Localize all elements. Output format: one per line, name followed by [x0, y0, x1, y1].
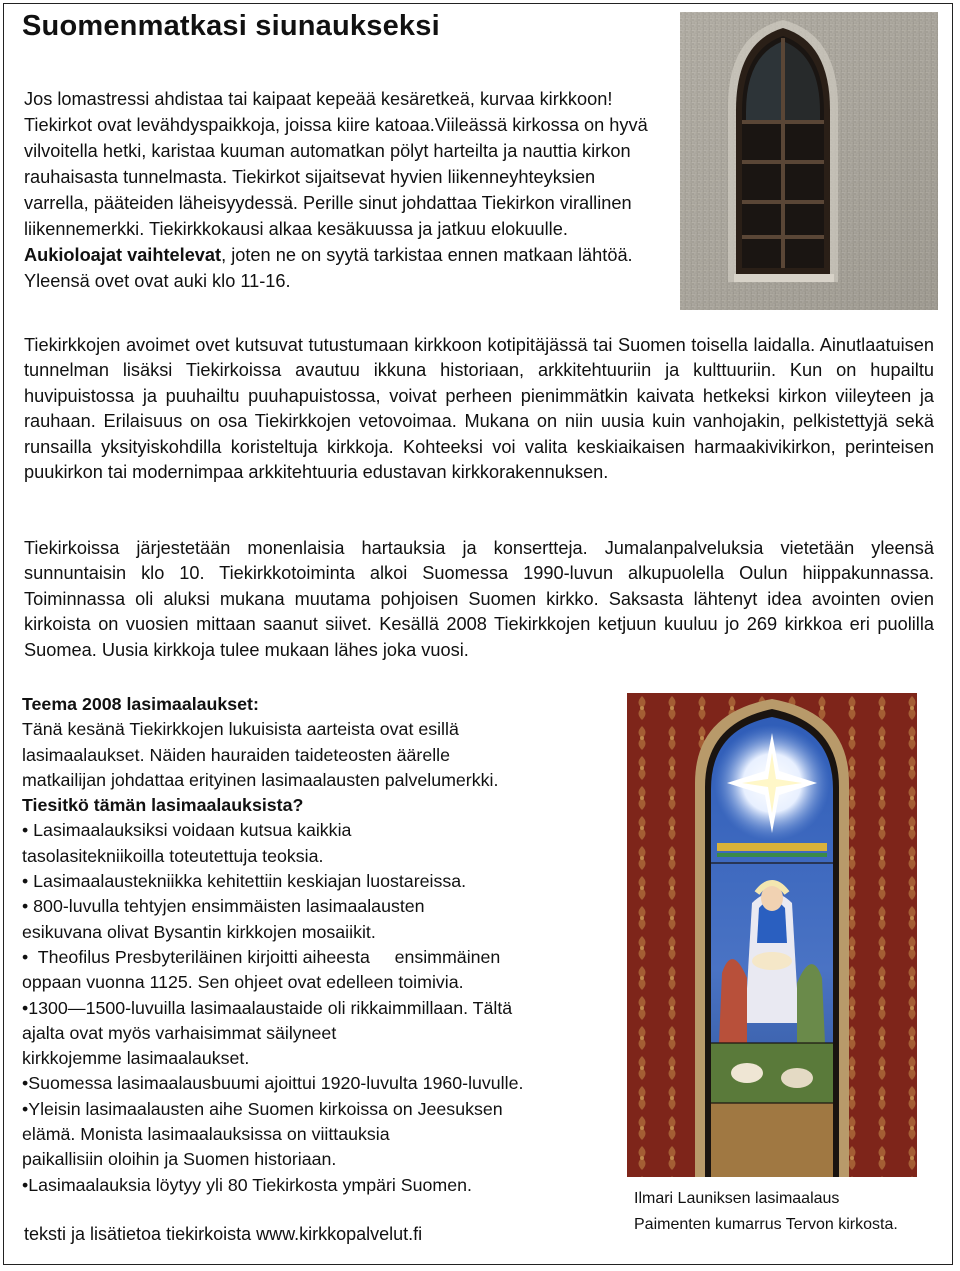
stained-glass-photo	[627, 693, 917, 1177]
fact-line: tasolasitekniikoilla toteutettuja teoksia.	[22, 845, 324, 866]
theme-section	[22, 692, 612, 1198]
caption-line-2: Paimenten kumarrus Tervon kirkosta.	[634, 1216, 898, 1233]
fact-line: elämä. Monista lasimaalauksissa on viittauksia	[22, 1124, 390, 1145]
fact-line: oppaan vuonna 1125. Sen ohjeet ovat edelleen toimivia.	[22, 972, 464, 993]
caption-line-1: Ilmari Launiksen lasimaalaus	[634, 1190, 840, 1207]
theme-intro-line: Tänä kesänä Tiekirkkojen lukuisista aarteista ovat esillä	[22, 719, 459, 740]
fact-line: • Theofilus Presbyteriläinen kirjoitti aiheesta ensimmäinen	[22, 946, 501, 967]
theme-heading: Teema 2008 lasimaalaukset:	[22, 694, 259, 714]
body-paragraph-1: Tiekirkkojen avoimet ovet kutsuvat tutustumaan kirkkoon kotipitäjässä tai Suomen toisella laidalla. Ainutlaatuisen tunnelman lisäksi Tiekirkoissa avautuu ikkuna historiaan, arkkitehtuuriin ja kulttuuriin. Kun on hupailtu huvipuistossa ja puuhailtu puuhapuistossa, voivat perheen pienimmätkin kaivata hetkeksi kirkon viileyteen ja rauhaan. Erilaisuus on osa Tiekirkkojen vetovoimaa. Mukana on niin uusia kuin vanhojakin, pelkistettyjä sekä runsailla yksityiskohdilla koristeltuja kirkkoja. Kohteeksi voi valita keskiaikaisen harmaakivikirkon, perinteisen puukirkon tai modernimpaa arkkitehtuuria edustavan kirkkorakennuksen.	[24, 335, 934, 483]
intro-text-1: Jos lomastressi ahdistaa tai kaipaat kepeää kesäretkeä, kurvaa kirkkoon! Tiekirkot ovat levähdyspaikkoja, joissa kiire katoaa.Viileässä kirkossa on hyvä vilvoitella hetki, karistaa kuuman automatkan pölyt harteilta ja nauttia kirkon rauhaisasta tunnelmasta. Tiekirkot sijaitsevat hyvien liikenneyhteyksien varrella, pääteiden läheisyydessä. Perille sinut johdattaa Tiekirkon virallinen liikennemerkki. Tiekirkkokausi alkaa kesäkuussa ja jatkuu elokuulle.	[24, 89, 648, 239]
intro-bold-text: Aukioloajat vaihtelevat	[24, 245, 222, 265]
fact-line: • Lasimaalauksiksi voidaan kutsua kaikkia	[22, 820, 352, 841]
fact-line: • Lasimaalaustekniikka kehitettiin keskiajan luostareissa.	[22, 871, 467, 892]
theme-intro-line: lasimaalaukset. Näiden hauraiden taideteosten äärelle	[22, 744, 451, 765]
theme-subheading: Tiesitkö tämän lasimaalauksista?	[22, 795, 304, 816]
intro-text-2: , joten ne on syytä tarkistaa ennen matkaan lähtöä. Yleensä ovet ovat auki klo 11-16.	[24, 245, 633, 291]
church-window-photo	[680, 12, 938, 310]
intro-paragraph	[24, 86, 654, 294]
fact-line: paikallisiin oloihin ja Suomen historiaan.	[22, 1149, 337, 1170]
page-title: Suomenmatkasi siunaukseksi	[22, 10, 440, 42]
fact-line: ajalta ovat myös varhaisimmat säilyneet	[22, 1022, 337, 1043]
fact-line: kirkkojemme lasimaalaukset.	[22, 1048, 250, 1069]
fact-line: esikuvana olivat Bysantin kirkkojen mosaiikit.	[22, 921, 376, 942]
fact-line: •Yleisin lasimaalausten aihe Suomen kirkoissa on Jeesuksen	[22, 1098, 503, 1119]
source-credit: teksti ja lisätietoa tiekirkoista www.kirkkopalvelut.fi	[24, 1224, 423, 1244]
fact-line: •Suomessa lasimaalausbuumi ajoittui 1920-luvulta 1960-luvulle.	[22, 1073, 524, 1094]
body-paragraph-2: Tiekirkoissa järjestetään monenlaisia hartauksia ja konsertteja. Jumalanpalveluksia vietetään yleensä sunnuntaisin klo 10. Tiekirkkotoiminta alkoi Suomessa 1990-luvun alkupuolella Oulun hiippakunnassa. Toiminnassa oli aluksi mukana muutama pohjoisen Suomen kirkko. Saksasta lähtenyt idea avointen ovien kirkoista on vuosien mittaan saanut siivet. Kesällä 2008 Tiekirkkojen ketjuun kuuluu jo 269 kirkkoa eri puolilla Suomea. Uusia kirkkoja tulee mukaan lähes joka vuosi.	[24, 538, 934, 660]
fact-line: •Lasimaalauksia löytyy yli 80 Tiekirkosta ympäri Suomen.	[22, 1174, 472, 1195]
fact-line: • 800-luvulla tehtyjen ensimmäisten lasimaalausten	[22, 896, 425, 917]
image-caption	[634, 1186, 898, 1238]
fact-line: •1300—1500-luvuilla lasimaalaustaide oli rikkaimmillaan. Tältä	[22, 997, 513, 1018]
theme-intro-line: matkailijan johdattaa erityinen lasimaalausten palvelumerkki.	[22, 769, 499, 790]
